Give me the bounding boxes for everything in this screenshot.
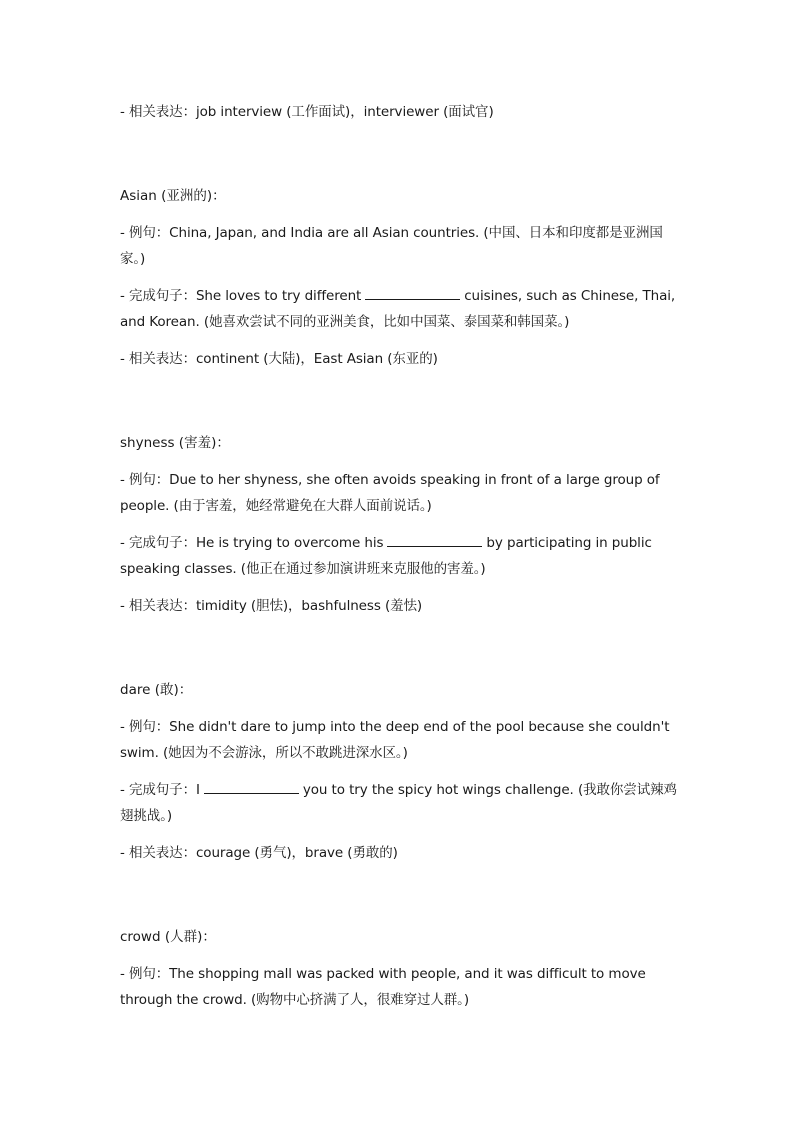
fill-in-before: - 完成句子：She loves to try different [120,288,362,304]
answer-blank [204,779,299,794]
related-expressions-line: - 相关表达：job interview (工作面试)，interviewer (面试官) [120,104,494,120]
vocab-heading-dare: dare (敢)： [120,682,193,698]
example-sentence-line: - 例句：Due to her shyness, she often avoids speaking in front of a large group of people. (由于害羞，她经常避免在大群人面前说话。) [120,472,660,514]
related-expressions-line: - 相关表达：timidity (胆怯)，bashfulness (羞怯) [120,598,423,614]
section-job-interview [120,99,680,125]
vocab-heading-crowd: crowd (人群)： [120,929,216,945]
fill-in-after: by participating in public speaking classes. (他正在通过参加演讲班来克服他的害羞。) [120,535,652,577]
section-asian [120,183,680,372]
section-dare [120,677,680,866]
fill-in-after: you to try the spicy hot wings challenge. (我敢你尝试辣鸡翅挑战。) [120,782,677,824]
answer-blank [365,285,460,300]
section-gap [120,630,680,677]
example-sentence-line: - 例句：The shopping mall was packed with people, and it was difficult to move through the crowd. (购物中心挤满了人，很难穿过人群。) [120,966,646,1008]
section-shyness [120,430,680,619]
section-crowd [120,924,680,1013]
fill-in-before: - 完成句子：He is trying to overcome his [120,535,384,551]
related-expressions-line: - 相关表达：continent (大陆)，East Asian (东亚的) [120,351,438,367]
section-gap [120,136,680,183]
fill-in-after: cuisines, such as Chinese, Thai, and Korean. (她喜欢尝试不同的亚洲美食，比如中国菜、泰国菜和韩国菜。) [120,288,676,330]
fill-in-sentence-line [120,283,680,335]
section-gap [120,383,680,430]
section-gap [120,877,680,924]
document-content [120,99,680,1024]
fill-in-before: - 完成句子：I [120,782,200,798]
fill-in-sentence-line [120,530,680,582]
related-expressions-line: - 相关表达：courage (勇气)，brave (勇敢的) [120,845,398,861]
example-sentence-line: - 例句：She didn't dare to jump into the deep end of the pool because she couldn't swim. (她因为不会游泳，所以不敢跳进深水区。) [120,719,670,761]
answer-blank [387,532,482,547]
example-sentence-line: - 例句：China, Japan, and India are all Asian countries. (中国、日本和印度都是亚洲国家。) [120,225,663,267]
vocab-heading-asian: Asian (亚洲的)： [120,188,226,204]
vocab-heading-shyness: shyness (害羞)： [120,435,230,451]
fill-in-sentence-line [120,777,680,829]
